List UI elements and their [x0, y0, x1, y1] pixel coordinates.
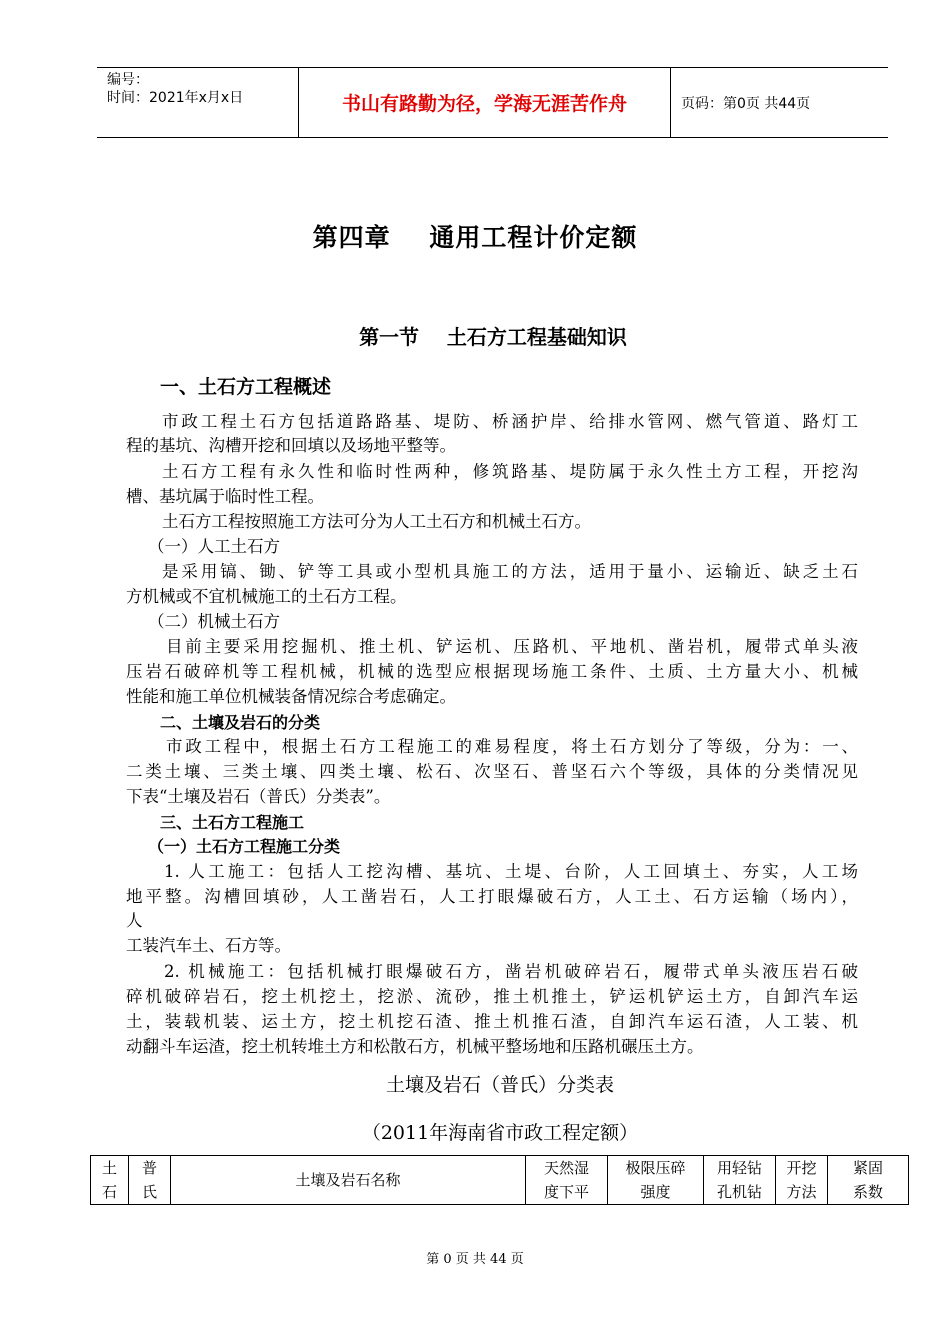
header-meta: [97, 68, 299, 137]
paragraph-line: 人: [126, 911, 143, 930]
table-header-cell: 土壤及岩石名称: [171, 1156, 526, 1205]
table-header-cell: 普 氏: [129, 1156, 171, 1205]
paragraph-line: 槽、基坑属于临时性工程。: [126, 487, 324, 506]
table-subtitle: （2011年海南省市政工程定额）: [361, 1122, 639, 1144]
table-header-row: [91, 1156, 909, 1205]
paragraph-line: 下表“土壤及岩石（普氏）分类表”。: [126, 787, 391, 806]
time-label: 时间：2021年x月x日: [107, 90, 244, 106]
table-header-cell: 极限压碎 强度: [608, 1156, 704, 1205]
subheading-manual: （一）人工土石方: [148, 537, 280, 556]
table-header-cell: 开挖 方法: [776, 1156, 828, 1205]
section-title: 第一节 土石方工程基础知识: [359, 325, 627, 349]
paragraph-line: 碎机破碎岩石，挖土机挖土，挖淤、流砂，推土机推土，铲运机铲运土方，自卸汽车运: [126, 987, 858, 1006]
serial-label: 编号：: [107, 72, 149, 88]
header-motto: 书山有路勤为径，学海无涯苦作舟: [299, 68, 671, 137]
paragraph-line: 地平整。沟槽回填砂，人工凿岩石，人工打眼爆破石方，人工土、石方运输（场内），: [126, 887, 858, 906]
paragraph-line: 2. 机械施工：包括机械打眼爆破石方，凿岩机破碎岩石，履带式单头液压岩石破: [164, 962, 858, 981]
paragraph-line: 土，装载机装、运土方，挖土机挖石渣、推土机推石渣，自卸汽车运石渣，人工装、机: [126, 1012, 858, 1031]
paragraph-line: 程的基坑、沟槽开挖和回填以及场地平整等。: [126, 436, 456, 455]
header-page-info: 页码：第0页 共44页: [681, 95, 811, 112]
paragraph-line: 土石方工程有永久性和临时性两种，修筑路基、堤防属于永久性土方工程，开挖沟: [162, 462, 858, 481]
paragraph-line: 二类土壤、三类土壤、四类土壤、松石、次坚石、普坚石六个等级，具体的分类情况见: [126, 762, 858, 781]
heading-construction-types: （一）土石方工程施工分类: [148, 837, 341, 856]
paragraph-line: 压岩石破碎机等工程机械，机械的选型应根据现场施工条件、土质、土方量大小、机械: [126, 662, 858, 681]
heading-classification: 二、土壤及岩石的分类: [160, 713, 321, 732]
paragraph-line: 工装汽车土、石方等。: [126, 936, 291, 955]
heading-construction: 三、土石方工程施工: [160, 813, 305, 832]
table-header-cell: 土 石: [91, 1156, 129, 1205]
paragraph-line: 是采用镐、锄、铲等工具或小型机具施工的方法，适用于量小、运输近、缺乏土石: [162, 562, 858, 581]
table-header-cell: 紧固 系数: [828, 1156, 909, 1205]
paragraph-line: 市政工程中，根据土石方工程施工的难易程度，将土石方划分了等级，分为：一、: [166, 737, 858, 756]
heading-overview: 一、土石方工程概述: [160, 376, 332, 398]
paragraph-line: 市政工程土石方包括道路路基、堤防、桥涵护岸、给排水管网、燃气管道、路灯工: [162, 412, 858, 431]
page-footer: 第 0 页 共 44 页: [426, 1252, 524, 1267]
soil-classification-table: [90, 1155, 909, 1205]
subheading-machine: （二）机械土石方: [148, 612, 280, 631]
chapter-title: 第四章 通用工程计价定额: [312, 223, 638, 252]
table-title: 土壤及岩石（普氏）分类表: [385, 1074, 614, 1096]
paragraph-line: 目前主要采用挖掘机、推土机、铲运机、压路机、平地机、凿岩机，履带式单头液: [166, 637, 858, 656]
paragraph-line: 动翻斗车运渣，挖土机转堆土方和松散石方，机械平整场地和压路机碾压土方。: [126, 1037, 704, 1056]
table-header-cell: 用轻钻 孔机钻: [704, 1156, 776, 1205]
paragraph-line: 1. 人工施工：包括人工挖沟槽、基坑、土堤、台阶，人工回填土、夯实，人工场: [164, 862, 858, 881]
page-header: [97, 67, 888, 138]
paragraph-line: 性能和施工单位机械装备情况综合考虑确定。: [126, 687, 456, 706]
paragraph-line: 土石方工程按照施工方法可分为人工土石方和机械土石方。: [162, 512, 591, 531]
paragraph-line: 方机械或不宜机械施工的土石方工程。: [126, 587, 407, 606]
table-header-cell: 天然湿 度下平: [526, 1156, 608, 1205]
